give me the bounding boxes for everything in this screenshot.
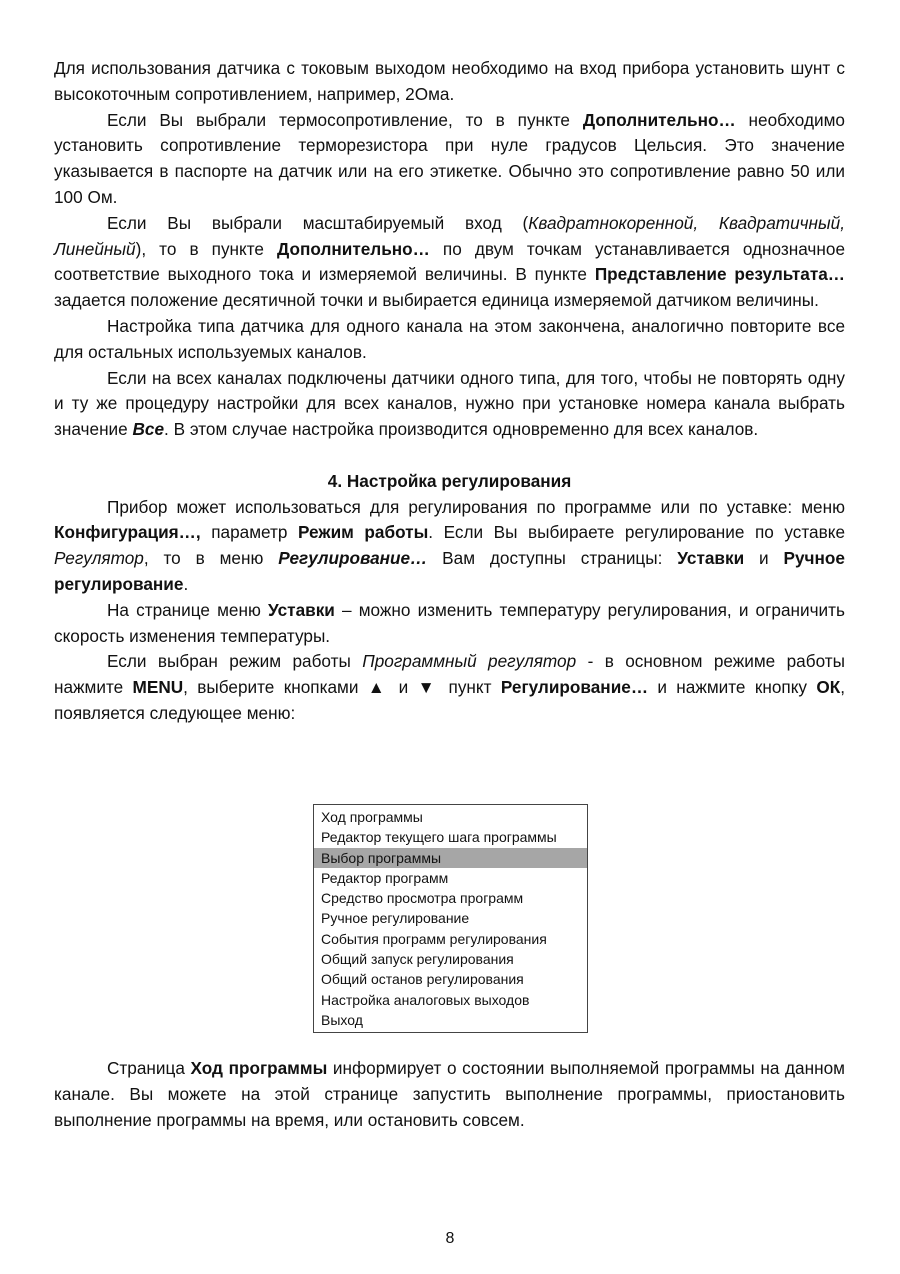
menu-item-program-viewer[interactable]: Средство просмотра программ (321, 890, 524, 907)
menu-item-program-editor[interactable]: Редактор программ (321, 869, 449, 886)
section-paragraph-2: На странице меню Уставки – можно изменить температуру регулирования, и ограничить скорость изменения температуры. (54, 599, 845, 646)
closing-paragraph: Страница Ход программы информирует о состоянии выполняемой программы на данном канале. Вы можете на этой странице запустить выполнение программы, приостановить выполнение программы на время, или остановить совсем. (54, 1058, 845, 1130)
device-menu (313, 804, 588, 1033)
menu-item-step-editor[interactable]: Редактор текущего шага программы (321, 829, 557, 846)
closing-section (54, 1056, 845, 1133)
page-number: 8 (445, 1230, 455, 1247)
document-body (54, 56, 845, 727)
menu-item-stop-all[interactable]: Общий останов регулирования (321, 971, 524, 988)
menu-item-analog-outputs[interactable]: Настройка аналоговых выходов (321, 991, 530, 1008)
paragraph-3: Если Вы выбрали масштабируемый вход (Квадратнокоренной, Квадратичный, Линейный), то в пункте Дополнительно… по двум точкам устанавливается однозначное соответствие выходного тока и измеряемой величины. В пункте Представление результата… задается положение десятичной точки и выбирается единица измеряемой датчиком величины. (54, 212, 845, 311)
menu-item-start-all[interactable]: Общий запуск регулирования (321, 951, 514, 968)
section-title: 4. Настройка регулирования (327, 470, 572, 491)
paragraph-4: Настройка типа датчика для одного канала на этом закончена, аналогично повторите все для остальных используемых каналов. (54, 315, 845, 362)
menu-item-program-events[interactable]: События программ регулирования (321, 930, 547, 947)
menu-item-manual-control[interactable]: Ручное регулирование (321, 910, 470, 927)
menu-item-exit[interactable]: Выход (321, 1011, 363, 1028)
menu-item-progress[interactable]: Ход программы (321, 809, 423, 825)
section-paragraph-3: Если выбран режим работы Программный регулятор - в основном режиме работы нажмите MENU, выберите кнопками ▲ и ▼ пункт Регулирование… и нажмите кнопку ОК, появляется следующее меню: (54, 651, 845, 723)
menu-item-program-select[interactable]: Выбор программы (314, 848, 587, 868)
paragraph-5: Если на всех каналах подключены датчики одного типа, для того, чтобы не повторять одну и ту же процедуру настройки для всех каналов, нужно при установке номера канала выбрать значение Все. В этом случае настройка производится одновременно для всех каналов. (54, 367, 845, 440)
paragraph-1: Для использования датчика с токовым выходом необходимо на вход прибора установить шунт с высокоточным сопротивлением, например, 2Ома. (54, 58, 845, 104)
paragraph-2: Если Вы выбрали термосопротивление, то в пункте Дополнительно… необходимо установить сопротивление терморезистора при нуле градусов Цельсия. Это значение указывается в паспорте на датчик или на его этикетке. Обычно это сопротивление равно 50 или 100 Ом. (54, 109, 845, 207)
section-paragraph-1: Прибор может использоваться для регулирования по программе или по уставке: меню Конфигурация…, параметр Режим работы. Если Вы выбираете регулирование по уставке Регулятор, то в меню Регулирование… Вам доступны страницы: Уставки и Ручное регулирование. (54, 496, 846, 594)
